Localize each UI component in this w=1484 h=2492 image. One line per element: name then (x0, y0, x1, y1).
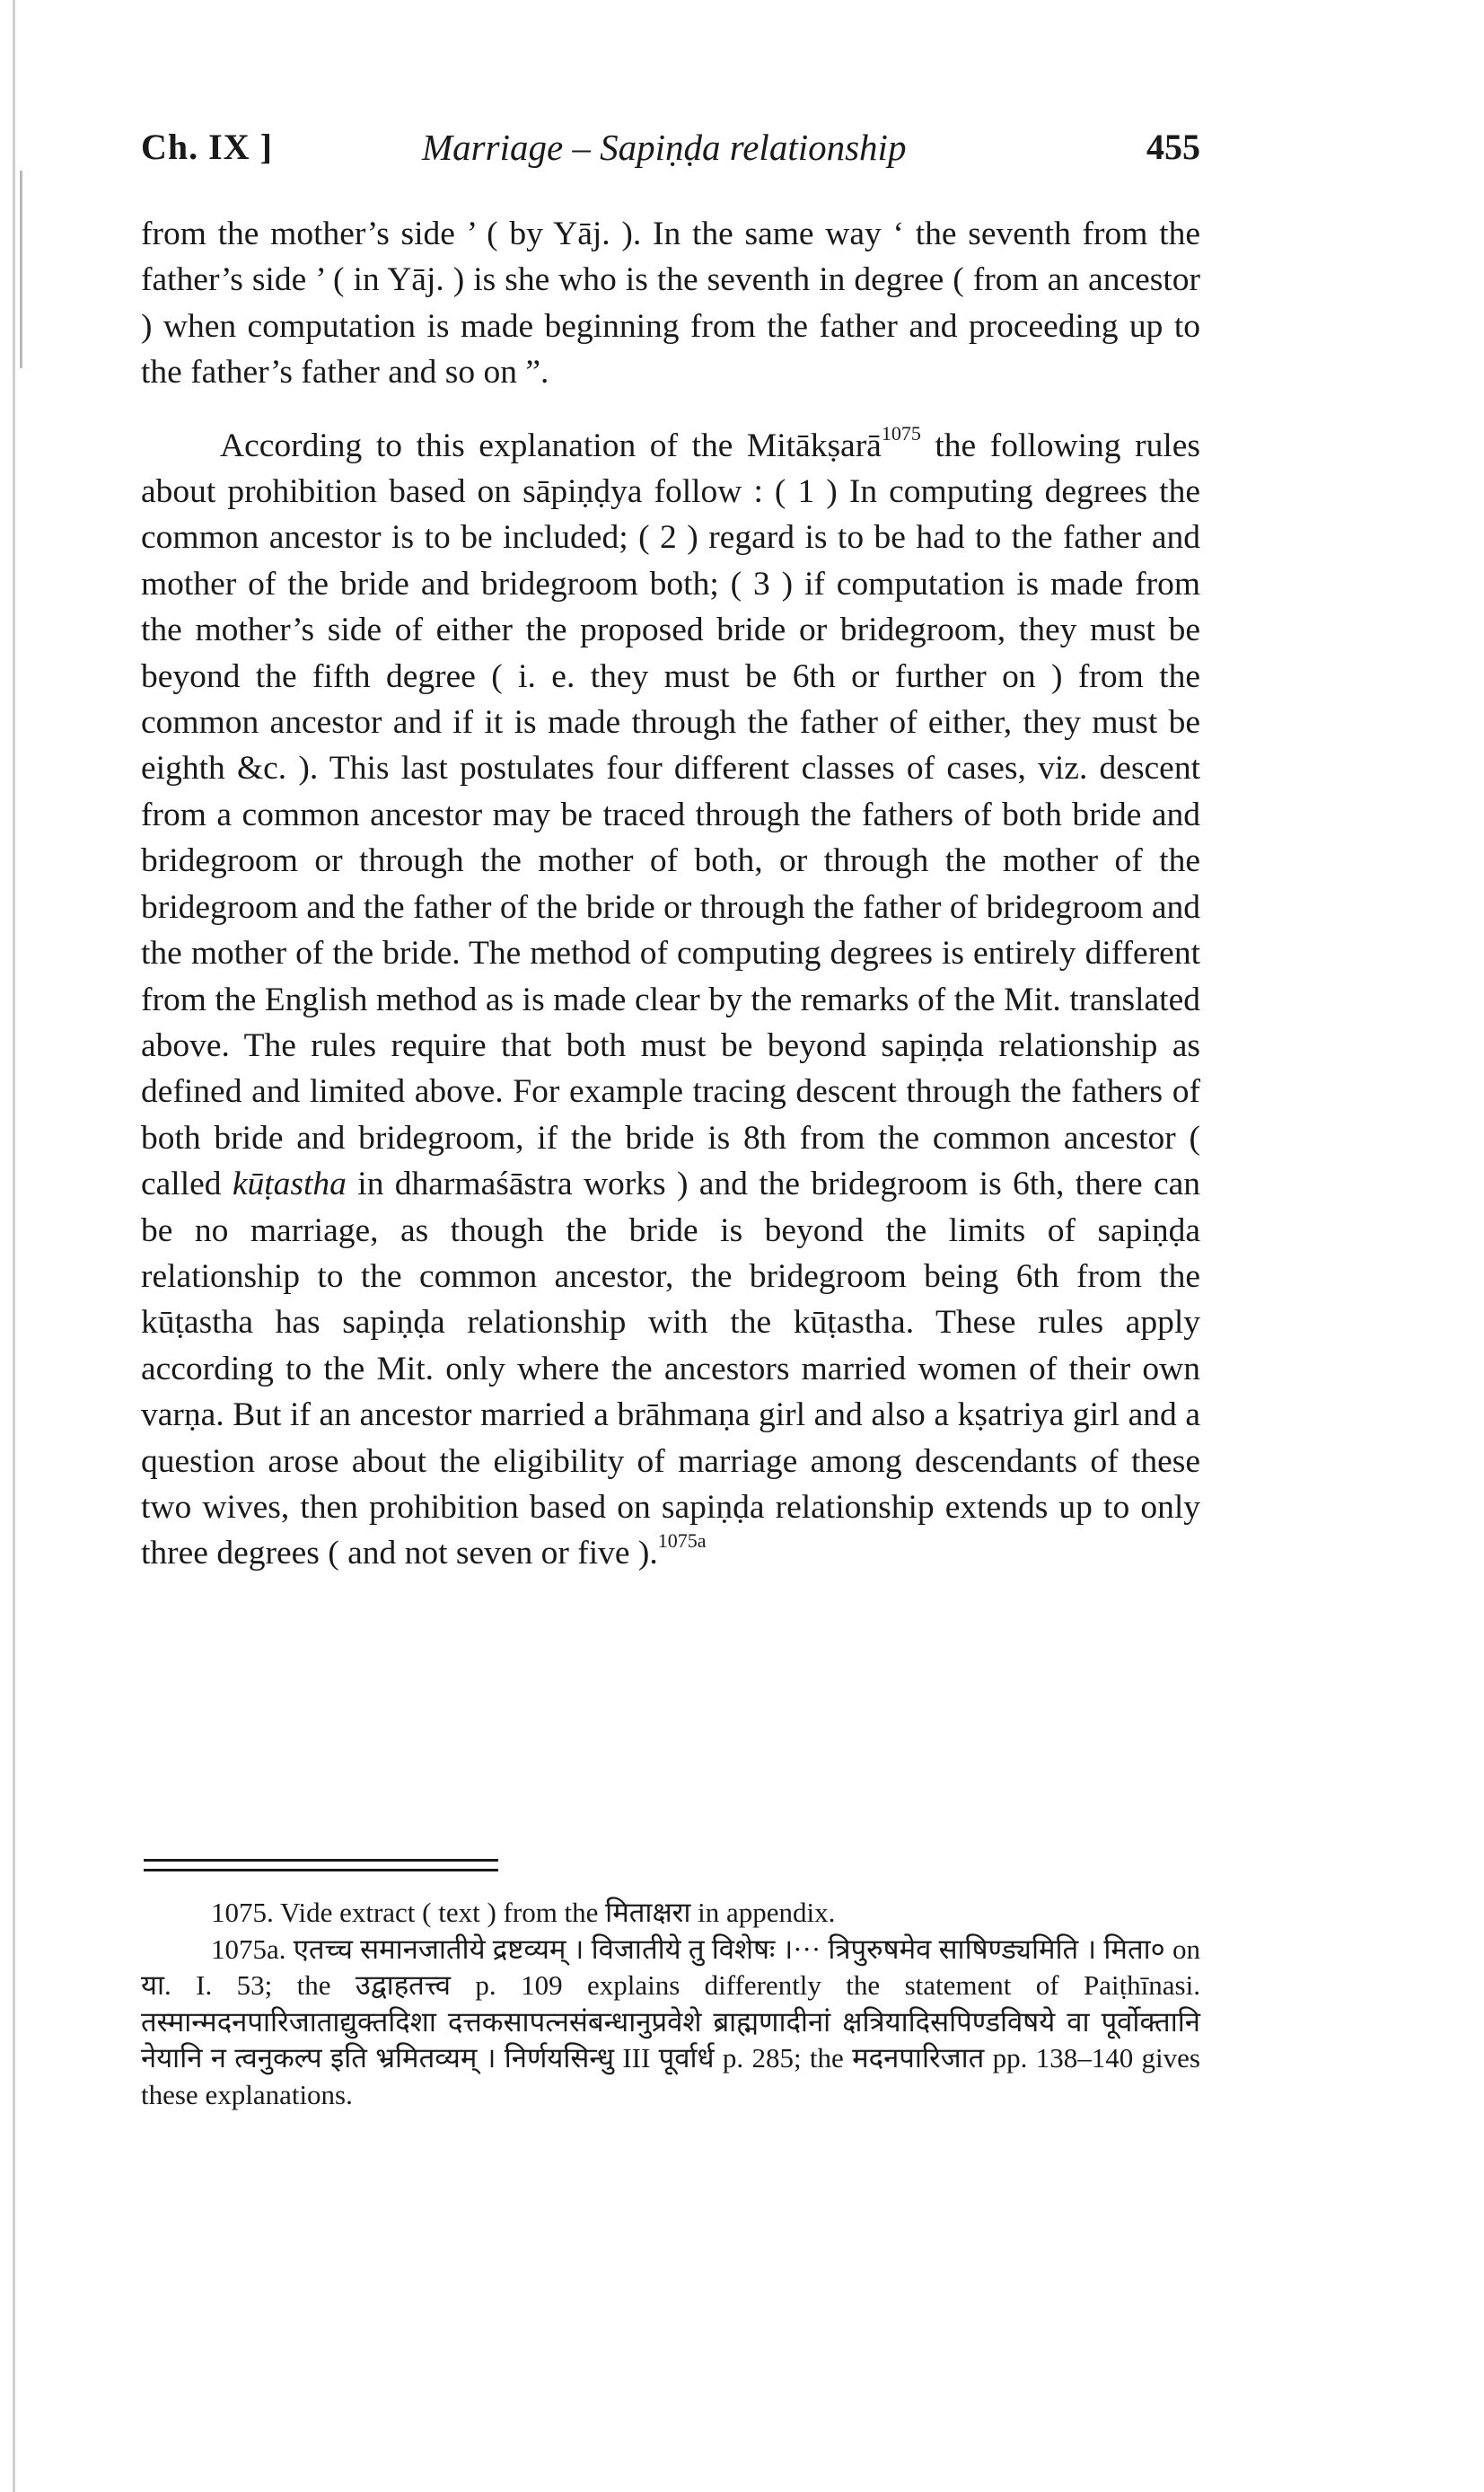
footnote-ref-1075a[interactable]: 1075a (657, 1529, 707, 1553)
paragraph-2-part-c: in dharmaśāstra works ) and the bridegroom is 6th, there can be no marriage, as though the bride is beyond the limits of sapiṇḍa relationship to the common ancestor, the bridegroom being 6th from the kūṭastha has sapiṇḍa relationship with the kūṭastha. These rules apply according to the Mit. only where the ancestors married women of their own varṇa. But if an ancestor married a brāhmaṇa girl and also a kṣatriya girl and a question arose about the eligibility of marriage among descendants of these two wives, then prohibition based on sapiṇḍa relationship extends up to only three degrees ( and not seven or five ). (141, 1166, 1200, 1572)
main-text (141, 211, 1200, 1577)
page-header (141, 126, 1200, 180)
kutastha-term: kūṭastha (232, 1166, 347, 1203)
footnote-separator (144, 1859, 498, 1871)
paragraph-1: from the mother’s side ’ ( by Yāj. ). In the same way ‘ the seventh from the father’s side ’ ( in Yāj. ) is she who is the seventh in degree ( from an ancestor ) when computation is made beginning from the father and proceeding up to the father’s father and so on ”. (141, 216, 1200, 392)
left-scan-mark (20, 171, 22, 368)
left-scan-edge (13, 0, 15, 2492)
chapter-label: Ch. IX ] (141, 127, 273, 167)
page-number: 455 (1146, 127, 1200, 167)
paragraph-2-part-b: the following rules about prohibition based on sāpiṇḍya follow : ( 1 ) In computing degrees the common ancestor is to be included; ( 2 ) regard is to be had to the father and mother of the bride and bridegroom both; ( 3 ) if computation is made from the mother’s side of either the proposed bride or bridegroom, they must be beyond the fifth degree ( i. e. they must be 6th or further on ) from the common ancestor and if it is made through the father of either, they must be eighth &c. ). This last postulates four different classes of cases, viz. descent from a common ancestor may be traced through the fathers of both bride and bridegroom or through the mother of both, or through the mother of the bridegroom and the father of the bride or through the father of bridegroom and the mother of the bride. The method of computing degrees is entirely different from the English method as is made clear by the remarks of the Mit. translated above. The rules require that both must be beyond sapiṇḍa relationship as defined and limited above. For example tracing descent through the fathers of both bride and bridegroom, if the bride is 8th from the common ancestor ( called (141, 427, 1200, 1203)
footnote-1075: 1075. Vide extract ( text ) from the मिताक्षरा in appendix. (211, 1897, 836, 1928)
paragraph-2-part-a: According to this explanation of the Mitākṣarā (220, 427, 882, 464)
paragraph-2 (141, 423, 1200, 1577)
footnote-ref-1075[interactable]: 1075 (881, 421, 921, 445)
running-title: Marriage – Sapiṇḍa relationship (422, 127, 907, 168)
footnote-1075a: 1075a. एतच्च समानजातीये द्रष्टव्यम् । विजातीये तु विशेषः ।··· त्रिपुरुषमेव साषिण्ड्यमिति । मिता० on या. I. 53; the उद्वाहतत्त्व p. 109 explains differently the statement of Paiṭhīnasi. तस्मान्मदनपारिजाताद्युक्तदिशा दत्तकसापत्नसंबन्धानुप्रवेशे ब्राह्मणादीनां क्षत्रियादिसपिण्डविषये वा पूर्वोक्तानि नेयानि न त्वनुकल्प इति भ्रमितव्यम् । निर्णयसिन्धु III पूर्वार्ध p. 285; the मदनपारिजात pp. 138–140 gives these explanations. (141, 1933, 1200, 2110)
footnotes (141, 1895, 1200, 2113)
